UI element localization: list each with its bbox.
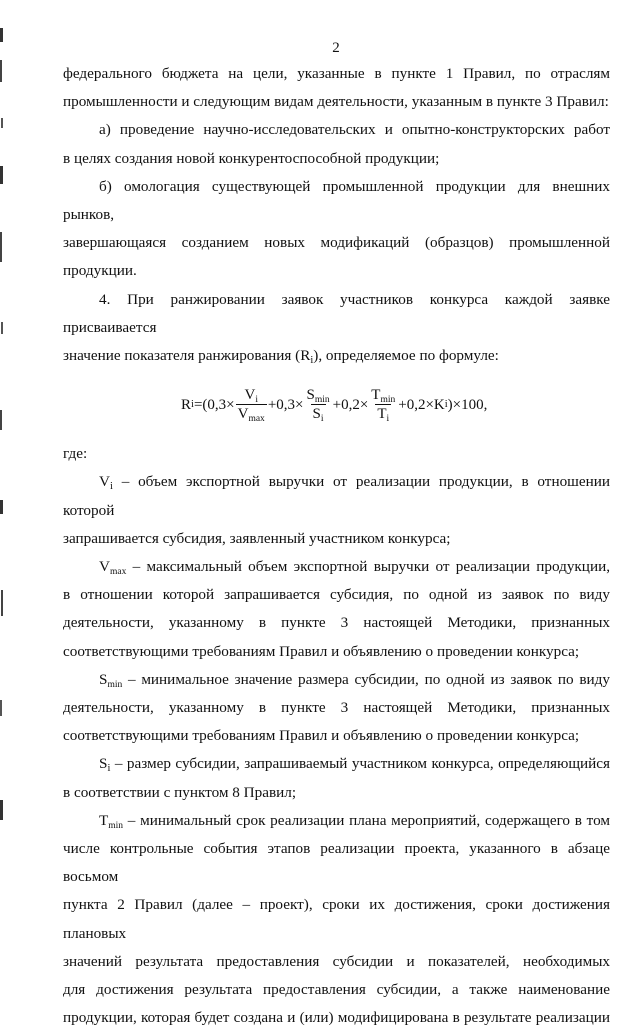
fraction-numerator: $S_{min}$: [306, 387, 330, 406]
text-line: пункта 2 Правил (далее – проект), сроки их достижения, сроки достижения плановых: [63, 896, 610, 942]
formula-op: +0,2×: [332, 396, 369, 413]
scan-edge-marks: [0, 0, 6, 905]
text-line: для достижения результата предоставления субсидии, а также наименование: [63, 981, 610, 999]
text-line: числе контрольные события этапов реализации проекта, указанного в абзаце восьмом: [63, 840, 610, 886]
fraction-numerator: $T_{min}$: [371, 387, 396, 406]
fraction-v: [236, 386, 267, 423]
text-line: деятельности, указанному в пункте 3 настоящей Методики, признанных: [63, 699, 610, 717]
text-line: значений результата предоставления субсидии и показателей, необходимых: [63, 952, 610, 970]
fraction-s: [304, 386, 331, 423]
fraction-denominator: $T_i$: [377, 406, 390, 425]
text-line: завершающаяся созданием новых модификаций (образцов) промышленной: [63, 234, 610, 252]
text-line: деятельности, указанному в пункте 3 настоящей Методики, признанных: [63, 614, 610, 632]
text-line: б) омологация существующей промышленной продукции для внешних рынков,: [63, 177, 610, 224]
page-number: 2: [332, 40, 340, 56]
text-line: федерального бюджета на цели, указанные в пункте 1 Правил, по отраслям: [63, 65, 610, 82]
text-line: продукции.: [63, 262, 137, 280]
where-label: где:: [63, 445, 88, 463]
formula-lhs: R: [181, 396, 192, 413]
text-line: 4. При ранжировании заявок участников конкурса каждой заявке присваивается: [63, 290, 610, 336]
ranking-formula: [63, 372, 610, 440]
definition-smin: $S_{min}$ – минимальное значение размера субсидии, по одной из заявок по виду: [99, 670, 610, 690]
text-line: в целях создания новой конкурентоспособной продукции;: [63, 149, 440, 167]
document-text: [63, 60, 610, 1033]
text-line: соответствующими требованиям Правил и объявлению о проведении конкурса;: [63, 727, 580, 745]
text-fragment: значение показателя ранжирования (R: [63, 347, 311, 365]
text-line: продукции, которая будет создана и (или) модифицирована в результате реализации: [63, 1009, 610, 1027]
text-line: промышленности и следующим видам деятельности, указанным в пункте 3 Правил:: [63, 93, 609, 111]
text-line: в соответствии с пунктом 8 Правил;: [63, 783, 297, 801]
formula-row: R i =(0,3× $\frac{V_i}{V_{max}}$ +0,3× $\frac{S_{min}}{S_i}$ +0,2× $\frac{T_{min}}{T_i}$ +0,2×K i )×100,: [181, 387, 488, 425]
text-fragment: ), определяемое по формуле:: [313, 347, 499, 365]
text-line: запрашивается субсидия, заявленный участником конкурса;: [63, 529, 451, 547]
text-line: а) проведение научно-исследовательских и опытно-конструкторских работ: [99, 121, 610, 139]
formula-op: =(0,3×: [193, 396, 235, 413]
text-line: в отношении которой запрашивается субсидия, по одной из заявок по виду: [63, 586, 610, 604]
fraction-numerator: $V_i$: [244, 387, 258, 406]
definition-vi: $V_i$ – объем экспортной выручки от реализации продукции, в отношении которой: [63, 473, 610, 519]
formula-op: +0,3×: [267, 396, 304, 413]
definition-vmax: $V_{max}$ – максимальный объем экспортной выручки от реализации продукции,: [99, 558, 610, 578]
fraction-denominator: $S_i$: [312, 406, 324, 425]
formula-tail: )×100,: [447, 396, 488, 413]
fraction-t: [369, 386, 397, 423]
text-line: [63, 342, 610, 370]
definition-tmin: $T_{min}$ – минимальный срок реализации плана мероприятий, содержащего в том: [99, 811, 610, 831]
subscript: i: [310, 355, 314, 367]
definition-si: $S_i$ – размер субсидии, запрашиваемый участником конкурса, определяющийся: [99, 755, 610, 775]
text-line: соответствующими требованиям Правил и объявлению о проведении конкурса;: [63, 642, 580, 660]
fraction-denominator: $V_{max}$: [237, 406, 265, 425]
formula-op: +0,2×K: [398, 396, 445, 413]
